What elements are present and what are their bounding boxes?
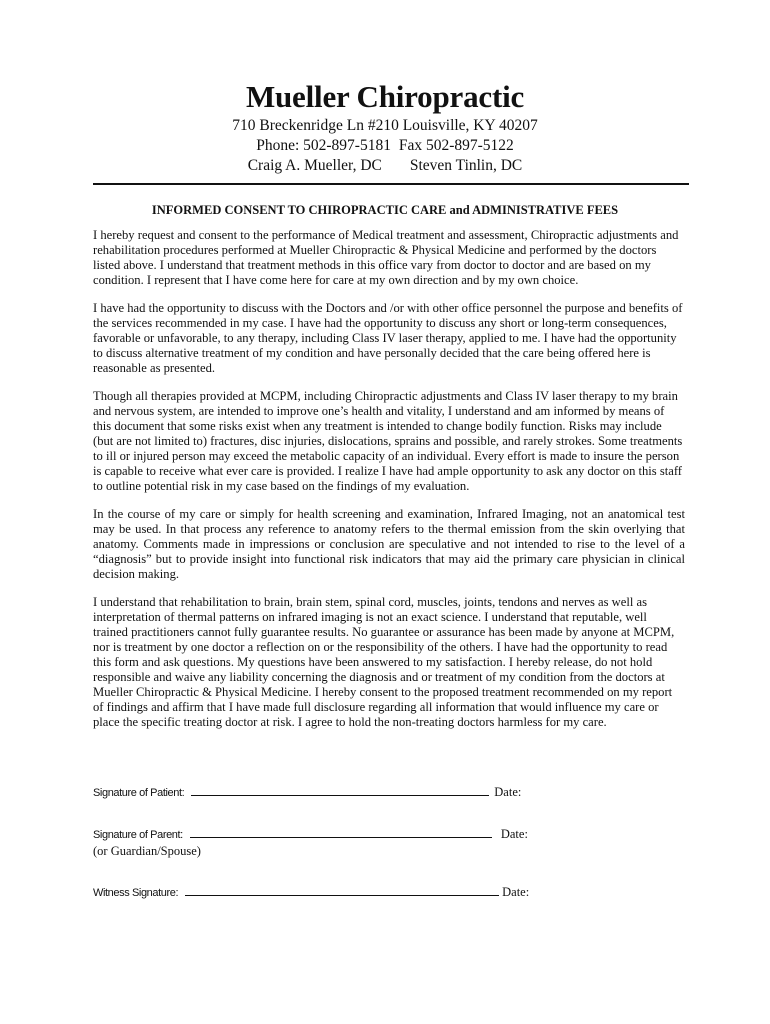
- witness-signature-label: Witness Signature:: [93, 887, 179, 899]
- clinic-address: 710 Breckenridge Ln #210 Louisville, KY 40207: [232, 117, 538, 134]
- doctors-line: [0, 156, 770, 176]
- patient-signature-line[interactable]: [191, 784, 489, 796]
- doctor-name: Craig A. Mueller, DC: [247, 157, 382, 174]
- phone-number: Phone: 502-897-5181: [256, 137, 391, 154]
- parent-signature-line[interactable]: [190, 826, 492, 838]
- parent-signature-row: [93, 826, 693, 859]
- consent-paragraph: I have had the opportunity to discuss with the Doctors and /or with other office personnel the purpose and benefits of the services recommended in my case. I have had the opportunity to discuss any short or long-term consequences, favorable or unfavorable, to any therapy, including Class IV laser therapy, applied to me. I have had the opportunity to discuss alternative treatment of my condition and have personally decided that the care being offered here is reasonable as presented.: [93, 301, 683, 375]
- parent-signature-label: Signature of Parent:: [93, 829, 183, 841]
- witness-signature-line[interactable]: [185, 884, 499, 896]
- witness-date-label: Date:: [502, 885, 530, 899]
- parent-signature-note: (or Guardian/Spouse): [93, 844, 201, 858]
- contact-line: [0, 136, 770, 156]
- letterhead: [0, 78, 770, 176]
- consent-paragraph: Though all therapies provided at MCPM, including Chiropractic adjustments and Class IV laser therapy to my brain and nervous system, are intended to improve one’s health and vitality, I understand and am informed by means of this document that some risks exist when any treatment is intended to change bodily function. Risks may include (but are not limited to) fractures, disc injuries, dislocations, sprains and possible, and rarely strokes. Some treatments to ill or injured person may exceed the metabolic capacity of an individual. Every effort is made to insure the person is capable to receive what ever care is provided. I realize I have had ample opportunity to ask any doctor on this staff to outline potential risk in my case based on the findings of my evaluation.: [93, 389, 683, 493]
- witness-signature-row: [93, 884, 693, 901]
- parent-date-label: Date:: [500, 827, 528, 841]
- clinic-name: Mueller Chiropractic: [245, 79, 525, 114]
- patient-date-label: Date:: [494, 785, 522, 799]
- consent-paragraph: I hereby request and consent to the performance of Medical treatment and assessment, Chiropractic adjustments and rehabilitation procedures performed at Mueller Chiropractic & Physical Medicine and performed by the doctors listed above. I understand that treatment methods in this office vary from doctor to doctor and are based on my condition. I represent that I have come here for care at my own direction and by my own choice.: [93, 228, 679, 287]
- consent-paragraph: I understand that rehabilitation to brain, brain stem, spinal cord, muscles, joints, tendons and nerves as well as interpretation of thermal patterns on infrared imaging is not an exact science. I understand that reputable, well trained practitioners cannot fully guarantee results. No guarantee or assurance has been made by anyone at MCPM, nor is treatment by one doctor a reflection on or the responsibility of the others. I have had the opportunity to read this form and ask questions. My questions have been answered to my satisfaction. I hereby release, do not hold responsible and waive any liability concerning the diagnosis and or treatment of my condition from the doctors at Mueller Chiropractic & Physical Medicine. I hereby consent to the proposed treatment recommended on my report of findings and affirm that I have made full disclosure regarding all information that would influence my care or place the specific treating doctor at risk. I agree to hold the non-treating doctors harmless for my care.: [93, 595, 675, 729]
- fax-number: Fax 502-897-5122: [398, 137, 514, 154]
- consent-paragraph: In the course of my care or simply for health screening and examination, Infrared Imaging, not an anatomical test may be used. In that process any reference to anatomy refers to the thermal emission from the skin overlying that anatomy. Comments made in impressions or conclusion are speculative and not intended to rise to the level of a “diagnosis” but to provide insight into functional risk indicators that may aid the primary care physician in clinical decision making.: [93, 507, 685, 581]
- header-divider: [93, 183, 689, 185]
- consent-body: [93, 228, 685, 743]
- patient-signature-row: [93, 784, 693, 801]
- doctor-name: Steven Tinlin, DC: [409, 157, 523, 174]
- document-title: INFORMED CONSENT TO CHIROPRACTIC CARE and ADMINISTRATIVE FEES: [151, 203, 619, 217]
- patient-signature-label: Signature of Patient:: [93, 787, 185, 799]
